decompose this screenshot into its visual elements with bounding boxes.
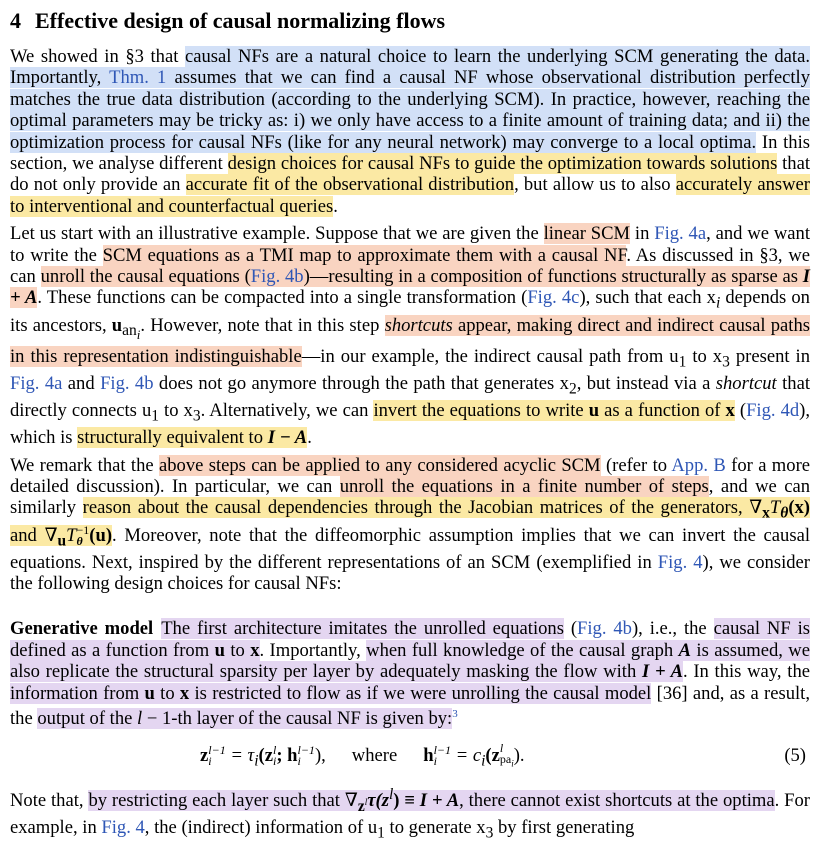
text: . For example, in	[10, 789, 810, 838]
math: z	[200, 744, 209, 766]
paragraph-intro	[10, 46, 810, 217]
subscript: 1	[377, 824, 385, 842]
text: and	[10, 524, 45, 546]
math: ),	[314, 744, 326, 766]
subscript: 3	[485, 824, 494, 842]
text: Note that,	[10, 789, 89, 811]
highlight-orange: above steps can be applied to any considered acyclic SCM	[158, 454, 601, 476]
math: I + A	[419, 789, 460, 811]
text: , and we can similarly	[10, 476, 810, 519]
superscript: l−1	[297, 743, 315, 758]
text: in	[630, 223, 655, 245]
text: structurally equivalent to	[77, 427, 268, 449]
text: (	[563, 618, 578, 640]
highlight-orange: linear SCM	[543, 223, 631, 245]
figure-link[interactable]: Fig. 4b	[100, 372, 154, 394]
math: I − A	[267, 427, 308, 449]
math: ) ≡	[393, 789, 420, 811]
text: to x	[159, 400, 193, 422]
text: causal NF is defined as a function from	[10, 618, 810, 661]
text: . Alternatively, we can	[200, 400, 374, 422]
highlight-orange: SCM equations as a TMI map to approximate them with a causal NF	[102, 244, 627, 266]
figure-link[interactable]: Fig. 4a	[654, 223, 707, 245]
text: . Importantly,	[259, 639, 367, 661]
text: , and we want to write the	[10, 223, 811, 266]
paragraph-remark	[10, 455, 810, 595]
section-heading	[10, 6, 810, 36]
text: unroll the causal equations (	[40, 266, 251, 288]
text: . Moreover, note that the diffeomorphic assumption implies that we can invert the causal equations. Next, inspired by the different representations of an SCM (exemplified in	[10, 524, 811, 573]
highlight-yellow	[373, 400, 734, 421]
math: x	[250, 639, 260, 661]
theorem-link[interactable]: Thm. 1	[109, 67, 167, 89]
superscript: −1	[76, 523, 90, 538]
superscript: l−1	[433, 743, 451, 758]
figure-link[interactable]: Fig. 4	[101, 817, 145, 838]
text: depends on its ancestors,	[10, 287, 810, 336]
highlight-purple	[37, 708, 452, 729]
math: T	[769, 497, 781, 519]
text: . However, note that in this step	[140, 314, 385, 336]
text: —in our example, the indirect causal path from u	[301, 345, 679, 367]
text: and	[62, 372, 101, 394]
superscript: l−1	[208, 743, 226, 758]
text: invert the equations to write	[373, 400, 589, 422]
section-number: 4	[10, 8, 21, 33]
text: In this section, we analyse different	[10, 131, 810, 175]
text: . In this way, the	[682, 661, 810, 683]
text: (refer to	[600, 454, 672, 476]
text: [36] and, as a result, the	[10, 682, 810, 730]
subscript: i	[715, 295, 721, 313]
math: T	[66, 524, 77, 546]
text: − 1-th layer of the causal NF is given by:	[142, 708, 453, 730]
figure-link[interactable]: Fig. 4d	[746, 400, 800, 422]
text: We remark that the	[10, 454, 159, 476]
highlight-purple: The first architecture imitates the unrolled equations	[161, 618, 564, 640]
subscript: 3	[722, 353, 730, 371]
subscript: i	[511, 758, 514, 769]
text: as a function of	[599, 400, 726, 422]
equation-body	[200, 736, 525, 782]
math: (x)	[788, 497, 810, 519]
highlight-purple	[10, 683, 651, 704]
text: ), which is	[10, 400, 811, 449]
text: present in	[729, 345, 811, 367]
math: h	[423, 744, 434, 766]
math: x	[725, 400, 735, 422]
emphasis: shortcuts	[384, 314, 453, 336]
highlight-yellow: accurate fit of the observational distribution	[185, 174, 515, 196]
text: .	[333, 195, 338, 217]
text: ), we consider the following design choices for causal NFs:	[10, 551, 811, 595]
text: assumes that we can find a causal NF whose observational distribution perfectly matches the true data distribution (according to the underlying SCM). In practice, however, reaching the optimal parameters may be tricky as: i) we only have access to a finite amount of training data; and ii) the optimization process for causal NFs (like for any neural network) may converge to a local optima.	[10, 67, 810, 153]
text: causal NFs are a natural choice to learn the underlying SCM generating the data. Importantly,	[10, 46, 810, 89]
appendix-link[interactable]: App. B	[671, 454, 726, 476]
math: u	[214, 639, 225, 661]
text: is assumed, we also replicate the structural sparsity per layer by adequately masking the flow with	[10, 639, 810, 683]
text: ), i.e., the	[631, 618, 714, 640]
highlight-yellow	[77, 427, 307, 448]
text: information from	[10, 682, 145, 704]
superscript: l	[272, 743, 277, 758]
subscript: θ	[780, 505, 789, 523]
figure-link[interactable]: Fig. 4a	[10, 372, 63, 394]
math: l	[137, 708, 143, 730]
text: when full knowledge of the causal graph	[366, 639, 679, 661]
text: reason about the causal dependencies through the Jacobian matrices of the generators,	[82, 497, 750, 519]
text: We showed in §3 that	[10, 46, 185, 67]
superscript: l	[499, 741, 504, 756]
text: (	[734, 400, 747, 422]
text: )—resulting in a composition of functions structurally as sparse as	[303, 266, 803, 288]
text: to	[224, 639, 251, 661]
text: .	[307, 427, 312, 449]
text: output of the	[37, 708, 138, 730]
highlight-yellow: accurately answer to interventional and counterfactual queries	[10, 174, 810, 217]
math: where	[351, 744, 398, 766]
spacer	[10, 600, 810, 618]
text: that directly connects u	[10, 372, 810, 422]
text: to	[154, 682, 180, 704]
math: x	[179, 682, 190, 704]
highlight-orange: appear, making direct and indirect causal paths in this representation indistinguishable	[10, 314, 810, 367]
text: , the (indirect) information of u	[144, 817, 378, 838]
math: (z	[258, 744, 273, 766]
text: , but instead via a	[576, 372, 716, 394]
text: for a more detailed discussion). In particular, we can	[10, 454, 811, 497]
paragraph-note	[10, 784, 810, 844]
math: ∇	[749, 497, 763, 519]
section-title: Effective design of causal normalizing flows	[35, 8, 446, 33]
math: τ(z	[367, 789, 389, 811]
subscript: 3	[192, 407, 201, 425]
equation-5	[10, 736, 810, 776]
math: = c	[451, 744, 482, 766]
math: I + A	[641, 661, 683, 683]
text: to x	[686, 345, 723, 367]
text: . These functions can be compacted into a single transformation (	[37, 287, 528, 309]
subscript: i	[272, 754, 277, 769]
text: to generate x	[384, 817, 486, 838]
subscript: 2	[568, 380, 577, 398]
subscript: an	[122, 322, 137, 340]
subscript: θ	[76, 534, 83, 549]
figure-link[interactable]: Fig. 4c	[527, 287, 580, 309]
figure-link[interactable]: Fig. 4b	[577, 618, 632, 640]
paragraph-heading: Generative model	[10, 618, 154, 640]
subscript: u	[57, 532, 67, 550]
subscript: x	[762, 505, 770, 523]
text: , but allow us to also	[514, 174, 676, 196]
highlight-purple	[88, 785, 775, 815]
equation-number: (5)	[784, 744, 806, 766]
math: ∇	[44, 524, 58, 546]
superscript: l	[388, 785, 394, 803]
text: by first generating	[493, 817, 635, 838]
subscript: pa	[499, 752, 512, 767]
math: (z	[485, 744, 500, 766]
math: I + A	[10, 266, 810, 309]
math: = τ	[225, 744, 255, 766]
subscript: 1	[151, 407, 159, 425]
subscript: i	[297, 754, 301, 769]
math: ; h	[276, 744, 298, 766]
subscript: i	[481, 752, 486, 770]
text: ), such that each x	[579, 287, 716, 309]
math: A	[678, 639, 692, 661]
subscript: i	[136, 327, 141, 343]
highlight-orange: unroll the equations in a finite number of steps	[339, 476, 709, 497]
text: does not go anymore through the path that generates x	[153, 372, 569, 394]
figure-link[interactable]: Fig. 4b	[250, 266, 304, 288]
figure-link[interactable]: Fig. 4	[657, 551, 703, 573]
highlight-yellow: design choices for causal NFs to guide the optimization towards solutions	[227, 153, 778, 175]
superscript: l	[364, 796, 368, 807]
math: ).	[513, 744, 525, 766]
text: . As discussed in §3, we can	[10, 244, 811, 288]
math: u	[111, 314, 123, 336]
text: , there cannot exist shortcuts at the optima	[459, 789, 775, 811]
subscript: z	[357, 797, 365, 815]
subscript: i	[208, 754, 212, 769]
emphasis: shortcut	[715, 372, 777, 394]
math: (u)	[89, 524, 113, 546]
math: u	[588, 400, 600, 422]
text: Let us start with an illustrative example. Suppose that we are given the	[10, 223, 544, 245]
subscript: 1	[678, 353, 687, 371]
footnote-link[interactable]: 3	[452, 708, 458, 721]
text: by restricting each layer such that ∇	[88, 789, 358, 811]
paragraph-example	[10, 223, 810, 448]
math: u	[144, 682, 155, 704]
text: that do not only provide an	[10, 153, 811, 196]
paragraph-generative-model	[10, 618, 810, 729]
subscript: i	[433, 754, 437, 769]
subscript: i	[254, 752, 259, 770]
text: is restricted to flow as if we were unrolling the causal model	[189, 682, 652, 704]
